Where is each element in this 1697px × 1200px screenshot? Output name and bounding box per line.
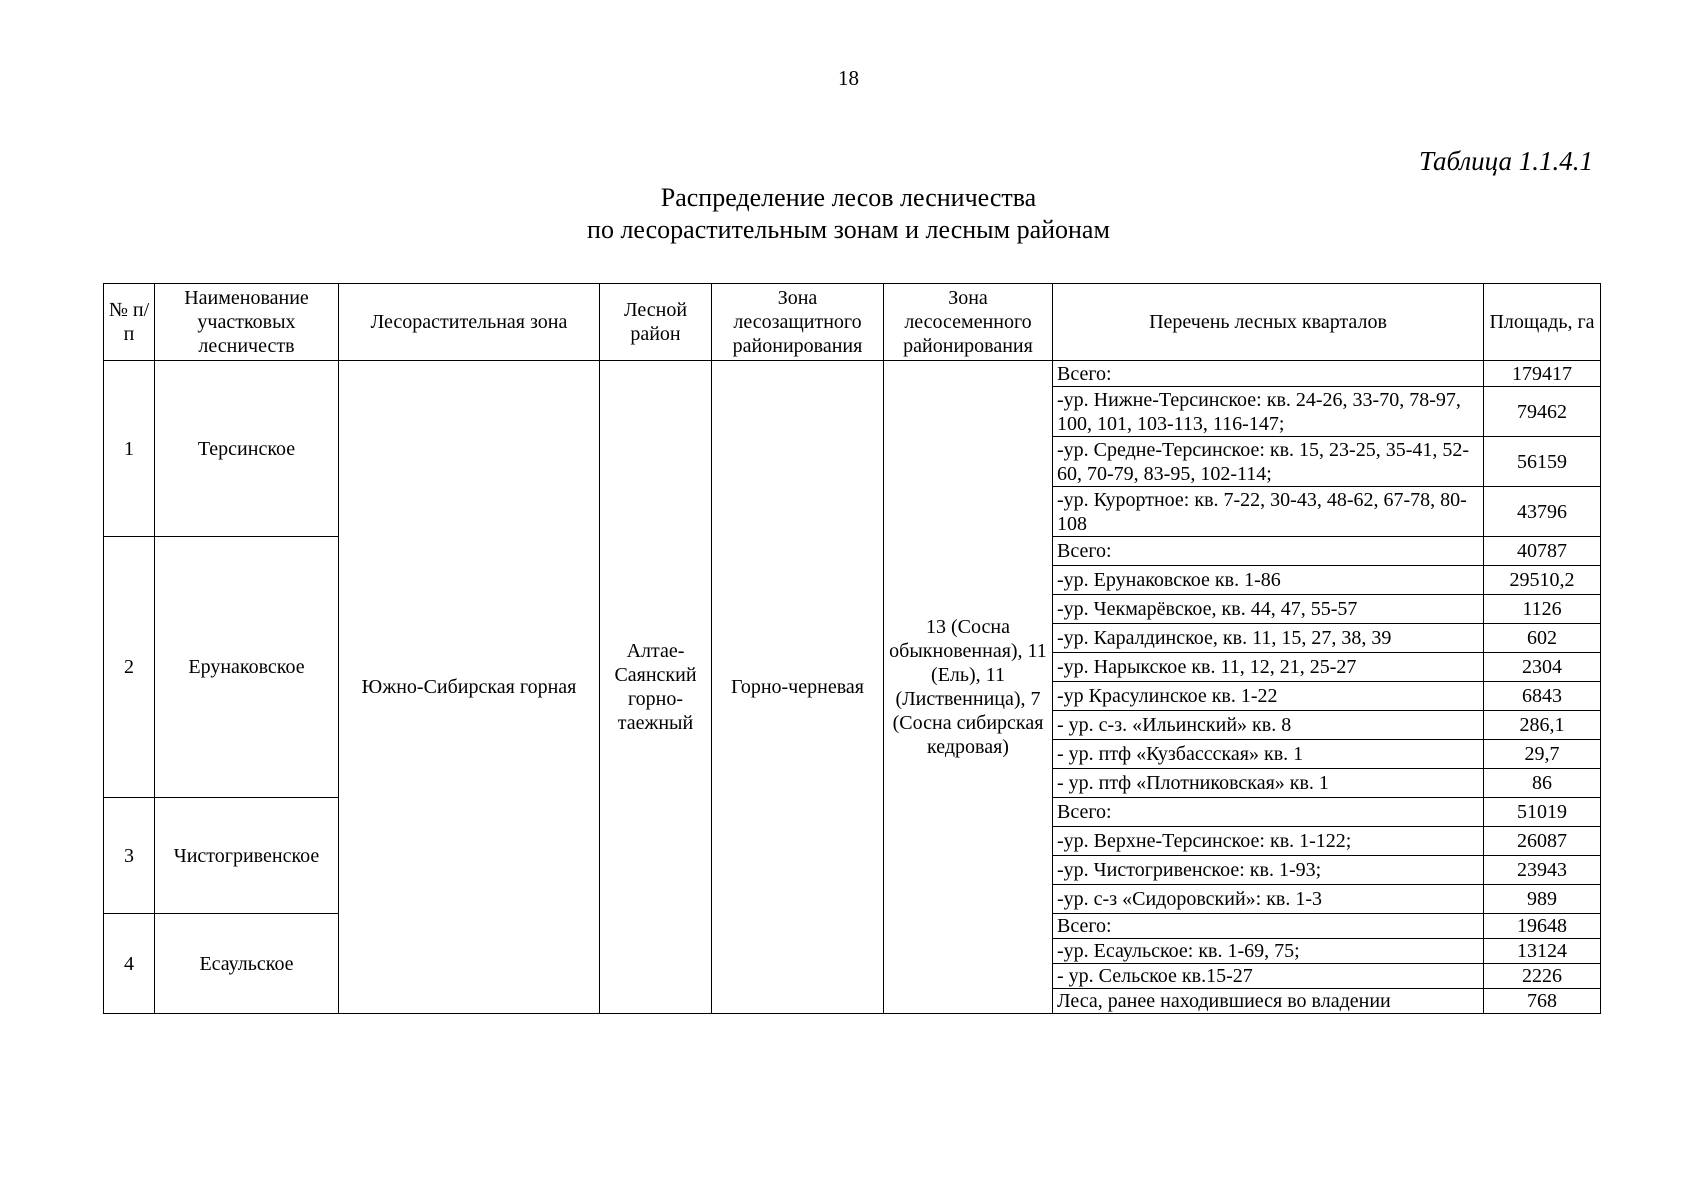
area-value: 13124 xyxy=(1484,939,1601,964)
total-area: 51019 xyxy=(1484,798,1601,827)
area-value: 6843 xyxy=(1484,682,1601,711)
total-label: Всего: xyxy=(1053,361,1484,387)
area-value: 29,7 xyxy=(1484,740,1601,769)
forestry-name: Чистогривенское xyxy=(155,798,339,914)
header-num: № п/п xyxy=(104,284,155,361)
quarter-list: - ур. птф «Плотниковская» кв. 1 xyxy=(1053,769,1484,798)
quarter-list: -ур. Средне-Терсинское: кв. 15, 23-25, 35-41, 52-60, 70-79, 83-95, 102-114; xyxy=(1053,437,1484,487)
table-label: Таблица 1.1.4.1 xyxy=(1418,146,1593,176)
area-value: 43796 xyxy=(1484,487,1601,537)
area-value: 2226 xyxy=(1484,964,1601,989)
quarter-list: -ур. с-з «Сидоровский»: кв. 1-3 xyxy=(1053,885,1484,914)
row-number: 2 xyxy=(104,537,155,798)
title-line-2: по лесорастительным зонам и лесным районам xyxy=(587,215,1110,244)
area-value: 2304 xyxy=(1484,653,1601,682)
total-area: 40787 xyxy=(1484,537,1601,566)
total-area: 19648 xyxy=(1484,914,1601,939)
area-value: 86 xyxy=(1484,769,1601,798)
quarter-list: -ур. Нарыкское кв. 11, 12, 21, 25-27 xyxy=(1053,653,1484,682)
quarter-list: -ур Красулинское кв. 1-22 xyxy=(1053,682,1484,711)
forest-distribution-table xyxy=(103,283,1601,1014)
area-value: 79462 xyxy=(1484,387,1601,437)
common-protect: Горно-черневая xyxy=(712,361,884,1014)
total-label: Всего: xyxy=(1053,798,1484,827)
area-value: 768 xyxy=(1484,989,1601,1014)
quarter-list: -ур. Верхне-Терсинское: кв. 1-122; xyxy=(1053,827,1484,856)
common-zone: Южно-Сибирская горная xyxy=(339,361,600,1014)
quarter-list: - ур. с-з. «Ильинский» кв. 8 xyxy=(1053,711,1484,740)
area-value: 989 xyxy=(1484,885,1601,914)
area-value: 602 xyxy=(1484,624,1601,653)
quarter-list: -ур. Ерунаковское кв. 1-86 xyxy=(1053,566,1484,595)
header-area: Площадь, га xyxy=(1484,284,1601,361)
page-number: 18 xyxy=(838,66,859,90)
table-row xyxy=(104,361,1601,387)
quarter-list: -ур. Чистогривенское: кв. 1-93; xyxy=(1053,856,1484,885)
common-seed: 13 (Сосна обыкновенная), 11 (Ель), 11 (Лиственница), 7 (Сосна сибирская кедровая) xyxy=(884,361,1053,1014)
forestry-name: Терсинское xyxy=(155,361,339,537)
total-label: Всего: xyxy=(1053,914,1484,939)
table-body xyxy=(104,361,1601,1014)
header-row xyxy=(104,284,1601,361)
area-value: 23943 xyxy=(1484,856,1601,885)
title-line-1: Распределение лесов лесничества xyxy=(660,183,1037,212)
quarter-list: -ур. Нижне-Терсинское: кв. 24-26, 33-70, 78-97, 100, 101, 103-113, 116-147; xyxy=(1053,387,1484,437)
row-number: 4 xyxy=(104,914,155,1014)
common-district: Алтае-Саянский горно-таежный xyxy=(600,361,712,1014)
quarter-list: Леса, ранее находившиеся во владении xyxy=(1053,989,1484,1014)
forestry-name: Есаульское xyxy=(155,914,339,1014)
area-value: 286,1 xyxy=(1484,711,1601,740)
quarter-list: -ур. Каралдинское, кв. 11, 15, 27, 38, 39 xyxy=(1053,624,1484,653)
row-number: 1 xyxy=(104,361,155,537)
header-protect: Зона лесозащитного районирования xyxy=(712,284,884,361)
area-value: 29510,2 xyxy=(1484,566,1601,595)
quarter-list: - ур. птф «Кузбассская» кв. 1 xyxy=(1053,740,1484,769)
row-number: 3 xyxy=(104,798,155,914)
header-quarters: Перечень лесных кварталов xyxy=(1053,284,1484,361)
total-label: Всего: xyxy=(1053,537,1484,566)
header-district: Лесной район xyxy=(600,284,712,361)
total-area: 179417 xyxy=(1484,361,1601,387)
quarter-list: -ур. Курортное: кв. 7-22, 30-43, 48-62, 67-78, 80-108 xyxy=(1053,487,1484,537)
header-name: Наименование участковых лесничеств xyxy=(155,284,339,361)
forestry-name: Ерунаковское xyxy=(155,537,339,798)
quarter-list: - ур. Сельское кв.15-27 xyxy=(1053,964,1484,989)
quarter-list: -ур. Есаульское: кв. 1-69, 75; xyxy=(1053,939,1484,964)
area-value: 56159 xyxy=(1484,437,1601,487)
header-zone: Лесорастительная зона xyxy=(339,284,600,361)
header-seed: Зона лесосеменного районирования xyxy=(884,284,1053,361)
quarter-list: -ур. Чекмарёвское, кв. 44, 47, 55-57 xyxy=(1053,595,1484,624)
page-title xyxy=(0,182,1697,246)
area-value: 1126 xyxy=(1484,595,1601,624)
area-value: 26087 xyxy=(1484,827,1601,856)
